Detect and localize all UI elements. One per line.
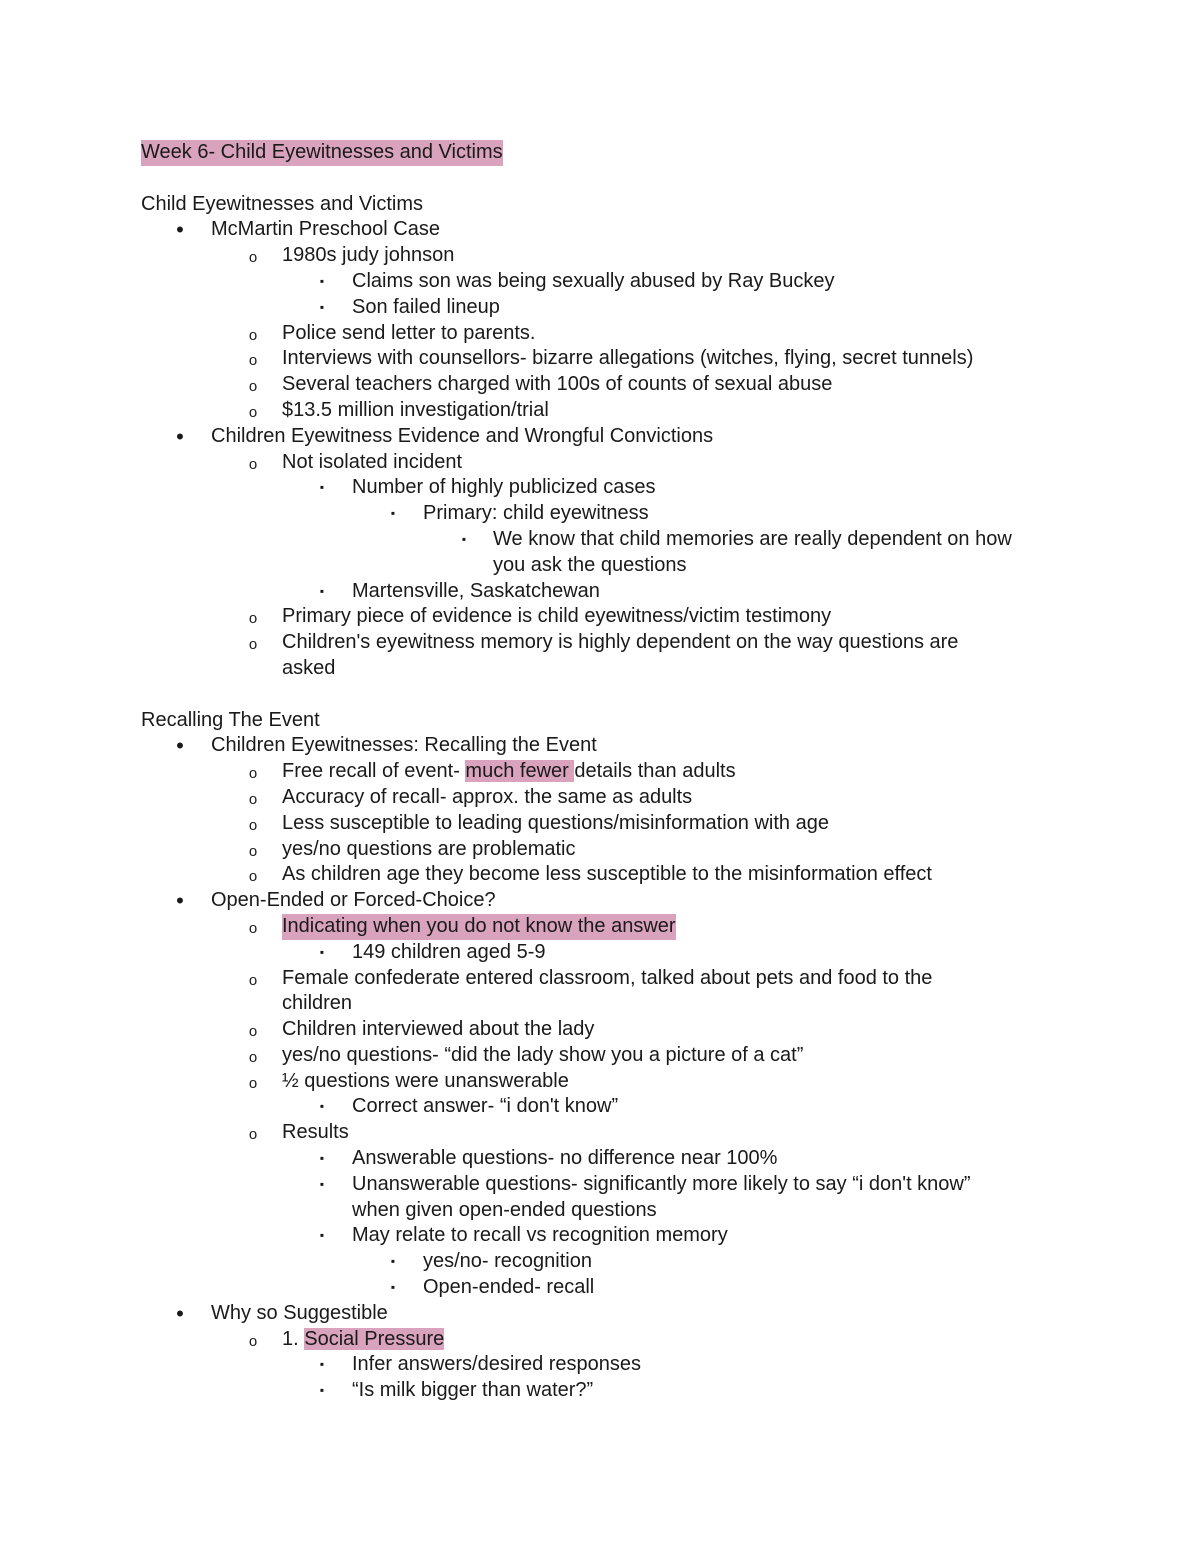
document-title	[0, 140, 1200, 166]
square-bullet-icon: ▪	[319, 1151, 325, 1166]
list-item: o As children age they become less susceptible to the misinformation effect	[0, 862, 1200, 888]
circle-bullet-icon: o	[248, 352, 258, 370]
title-text: Week 6- Child Eyewitnesses and Victims	[141, 140, 503, 166]
square-bullet-icon: ▪	[319, 1176, 325, 1191]
list-item: o 1. Social Pressure	[0, 1327, 1200, 1353]
circle-bullet-icon: o	[248, 378, 258, 396]
circle-bullet-icon: o	[248, 1126, 258, 1144]
list-item-continuation: you ask the questions	[493, 553, 687, 576]
list-item: ▪ Correct answer- “i don't know”	[0, 1094, 1200, 1120]
list-item: o Female confederate entered classroom, talked about pets and food to the	[0, 966, 1200, 992]
list-item: • Children Eyewitnesses: Recalling the Event	[0, 733, 1200, 759]
list-item: • Children Eyewitness Evidence and Wrongful Convictions	[0, 424, 1200, 450]
list-item: o Children interviewed about the lady	[0, 1017, 1200, 1043]
section-heading: Recalling The Event	[141, 708, 320, 731]
square-bullet-icon: ▪	[319, 1099, 325, 1114]
highlighted-text: Indicating when you do not know the answer	[282, 914, 676, 940]
highlighted-text: Social Pressure	[304, 1327, 445, 1350]
document-page	[0, 140, 1200, 1404]
square-bullet-icon: ▪	[461, 531, 467, 546]
circle-bullet-icon: o	[248, 765, 258, 783]
circle-bullet-icon: o	[248, 326, 258, 344]
bullet-icon: •	[176, 217, 184, 243]
circle-bullet-icon: o	[248, 1048, 258, 1066]
list-item-continuation: children	[282, 992, 353, 1015]
bullet-icon: •	[176, 888, 184, 914]
square-bullet-icon: ▪	[319, 1383, 325, 1398]
list-item: o $13.5 million investigation/trial	[0, 398, 1200, 424]
list-item: ▪ Answerable questions- no difference near 100%	[0, 1146, 1200, 1172]
circle-bullet-icon: o	[248, 610, 258, 628]
list-item: • Open-Ended or Forced-Choice?	[0, 888, 1200, 914]
list-item: o Several teachers charged with 100s of counts of sexual abuse	[0, 372, 1200, 398]
blank-line	[0, 166, 1200, 192]
square-bullet-icon: ▪	[390, 506, 396, 521]
list-item: o Police send letter to parents.	[0, 321, 1200, 347]
square-bullet-icon: ▪	[390, 1254, 396, 1269]
square-bullet-icon: ▪	[319, 583, 325, 598]
list-item: • Why so Suggestible	[0, 1301, 1200, 1327]
list-item: ▪ Open-ended- recall	[0, 1275, 1200, 1301]
list-item: o Not isolated incident	[0, 450, 1200, 476]
list-item: o Primary piece of evidence is child eyewitness/victim testimony	[0, 604, 1200, 630]
circle-bullet-icon: o	[248, 1074, 258, 1092]
list-item: • McMartin Preschool Case	[0, 217, 1200, 243]
list-item: o ½ questions were unanswerable	[0, 1069, 1200, 1095]
list-item: ▪ Martensville, Saskatchewan	[0, 579, 1200, 605]
square-bullet-icon: ▪	[390, 1280, 396, 1295]
circle-bullet-icon: o	[248, 919, 258, 937]
bullet-icon: •	[176, 423, 184, 449]
list-item: ▪ “Is milk bigger than water?”	[0, 1378, 1200, 1404]
list-item: o yes/no questions are problematic	[0, 837, 1200, 863]
square-bullet-icon: ▪	[319, 480, 325, 495]
list-item: ▪ Son failed lineup	[0, 295, 1200, 321]
highlighted-text: much fewer	[465, 760, 575, 783]
section-heading: Child Eyewitnesses and Victims	[141, 192, 423, 215]
list-item: o Accuracy of recall- approx. the same as adults	[0, 785, 1200, 811]
list-item-continuation: asked	[282, 656, 336, 679]
circle-bullet-icon: o	[248, 790, 258, 808]
circle-bullet-icon: o	[248, 868, 258, 886]
square-bullet-icon: ▪	[319, 944, 325, 959]
list-item: o Less susceptible to leading questions/misinformation with age	[0, 811, 1200, 837]
list-item: ▪ Number of highly publicized cases	[0, 475, 1200, 501]
list-item: o 1980s judy johnson	[0, 243, 1200, 269]
square-bullet-icon: ▪	[319, 1228, 325, 1243]
circle-bullet-icon: o	[248, 842, 258, 860]
square-bullet-icon: ▪	[319, 299, 325, 314]
list-item: o Children's eyewitness memory is highly dependent on the way questions are	[0, 630, 1200, 656]
list-item: ▪ May relate to recall vs recognition memory	[0, 1223, 1200, 1249]
list-item: ▪ Unanswerable questions- significantly more likely to say “i don't know”	[0, 1172, 1200, 1198]
bullet-icon: •	[176, 1300, 184, 1326]
list-item-continuation: when given open-ended questions	[352, 1198, 657, 1221]
list-item: o Interviews with counsellors- bizarre allegations (witches, flying, secret tunnels)	[0, 346, 1200, 372]
list-item: o Free recall of event- much fewer details than adults	[0, 759, 1200, 785]
list-item: o yes/no questions- “did the lady show you a picture of a cat”	[0, 1043, 1200, 1069]
list-item: ▪ yes/no- recognition	[0, 1249, 1200, 1275]
square-bullet-icon: ▪	[319, 1357, 325, 1372]
circle-bullet-icon: o	[248, 455, 258, 473]
list-item: ▪ We know that child memories are really dependent on how	[0, 527, 1200, 553]
circle-bullet-icon: o	[248, 1023, 258, 1041]
list-item	[0, 914, 1200, 940]
bullet-icon: •	[176, 733, 184, 759]
list-item: ▪ 149 children aged 5-9	[0, 940, 1200, 966]
blank-line	[0, 682, 1200, 708]
circle-bullet-icon: o	[248, 636, 258, 654]
square-bullet-icon: ▪	[319, 273, 325, 288]
circle-bullet-icon: o	[248, 816, 258, 834]
circle-bullet-icon: o	[248, 1332, 258, 1350]
list-item: ▪ Claims son was being sexually abused by Ray Buckey	[0, 269, 1200, 295]
list-item: o Results	[0, 1120, 1200, 1146]
circle-bullet-icon: o	[248, 403, 258, 421]
circle-bullet-icon: o	[248, 971, 258, 989]
circle-bullet-icon: o	[248, 249, 258, 267]
list-item: ▪ Primary: child eyewitness	[0, 501, 1200, 527]
list-item: ▪ Infer answers/desired responses	[0, 1352, 1200, 1378]
